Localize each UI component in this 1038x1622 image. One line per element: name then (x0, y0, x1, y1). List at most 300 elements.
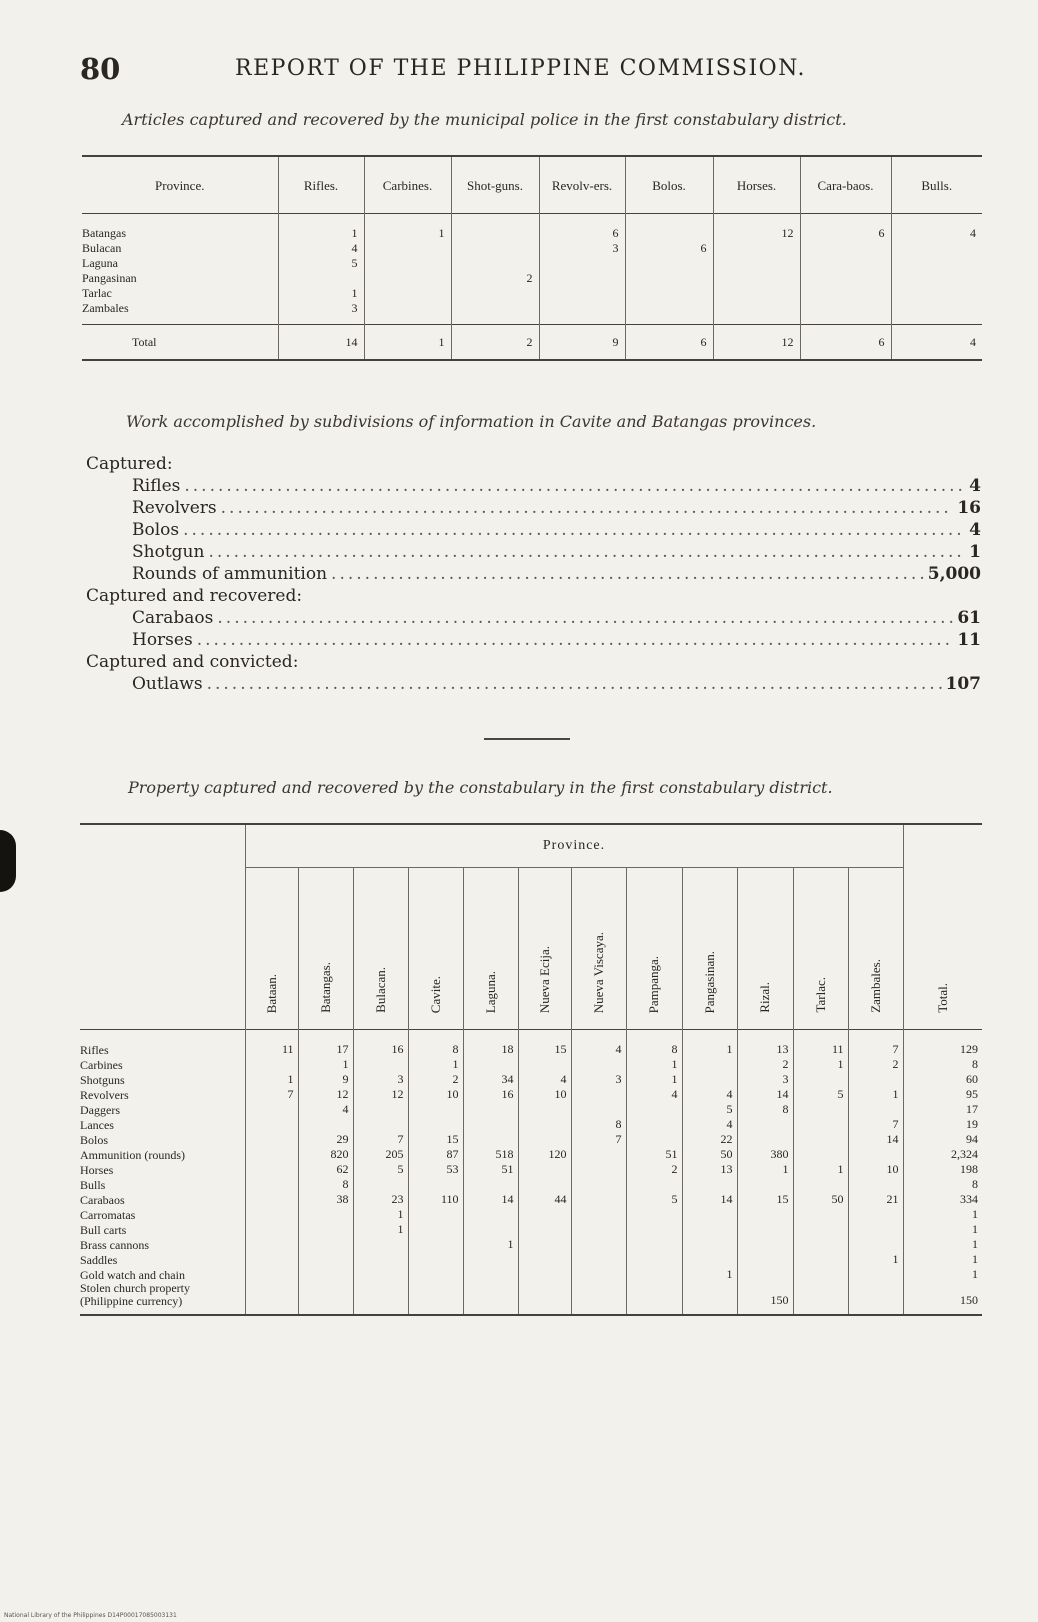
table-cell (713, 241, 800, 256)
leader-dots (184, 475, 965, 497)
row-label: Horses (80, 1163, 114, 1177)
table-cell (626, 1282, 682, 1315)
row-label: Carbines (80, 1058, 123, 1072)
table-cell (463, 1102, 518, 1117)
list-item (86, 519, 981, 541)
list-item (86, 607, 981, 629)
table-cell (463, 1177, 518, 1192)
table-cell (793, 1117, 848, 1132)
table-cell: 87 (408, 1147, 463, 1162)
list-item (86, 651, 981, 673)
table-cell: 18 (463, 1030, 518, 1058)
running-title: REPORT OF THE PHILIPPINE COMMISSION. (235, 56, 807, 81)
column-header: Bolos. (625, 156, 713, 214)
table-cell (518, 1102, 571, 1117)
total-cell: 6 (625, 325, 713, 361)
province-column-header (793, 868, 848, 1030)
row-label: Laguna (82, 256, 118, 270)
table-cell (518, 1132, 571, 1147)
table-cell: 14 (463, 1192, 518, 1207)
table-cell (408, 1252, 463, 1267)
table-row (82, 256, 982, 271)
province-column-header (518, 868, 571, 1030)
table-cell (364, 286, 451, 301)
table-cell: 4 (891, 214, 982, 242)
table-cell: 8 (298, 1177, 353, 1192)
table-cell: 2 (848, 1057, 903, 1072)
table-cell (518, 1177, 571, 1192)
table-cell (793, 1147, 848, 1162)
section-divider (484, 738, 570, 740)
scan-edge-mark (0, 830, 16, 892)
table-cell (298, 1237, 353, 1252)
table-cell: 12 (298, 1087, 353, 1102)
table-cell (571, 1252, 626, 1267)
table-cell (518, 1057, 571, 1072)
table-cell (793, 1237, 848, 1252)
row-total: 17 (903, 1102, 982, 1117)
list-item (86, 453, 981, 475)
table-cell: 15 (408, 1132, 463, 1147)
province-column-header (571, 868, 626, 1030)
table-cell: 3 (737, 1072, 793, 1087)
table-cell: 7 (353, 1132, 408, 1147)
item-value: 4 (969, 520, 981, 540)
table-cell (848, 1102, 903, 1117)
table-cell: 5 (626, 1192, 682, 1207)
table-cell: 13 (737, 1030, 793, 1058)
table1-caption: Articles captured and recovered by the municipal police in the first constabulary district. (122, 110, 847, 129)
row-label: Pangasinan (82, 271, 137, 285)
table-cell (408, 1237, 463, 1252)
item-label: Rounds of ammunition (132, 564, 328, 584)
list-item (86, 541, 981, 563)
table-cell: 62 (298, 1162, 353, 1177)
row-total: 94 (903, 1132, 982, 1147)
table-cell: 8 (737, 1102, 793, 1117)
table-cell (451, 241, 539, 256)
table-cell (539, 286, 625, 301)
table-cell: 8 (571, 1117, 626, 1132)
table-cell: 7 (848, 1117, 903, 1132)
table-cell (848, 1222, 903, 1237)
table-cell (451, 214, 539, 242)
table-cell (626, 1102, 682, 1117)
item-label: Captured and recovered: (86, 586, 303, 606)
table-cell (682, 1282, 737, 1315)
item-label: Revolvers (132, 498, 217, 518)
province-name: Bataan. (263, 973, 279, 1013)
table-row (82, 271, 982, 286)
table-cell (353, 1057, 408, 1072)
total-cell: 4 (891, 325, 982, 361)
table-cell: 5 (353, 1162, 408, 1177)
table-cell (518, 1222, 571, 1237)
table-cell (891, 286, 982, 301)
table-cell (451, 256, 539, 271)
work-accomplished-list (86, 453, 981, 695)
item-label: Captured and convicted: (86, 652, 299, 672)
table-row (80, 1252, 982, 1267)
table-cell (682, 1177, 737, 1192)
row-total: 198 (903, 1162, 982, 1177)
table-cell (793, 1207, 848, 1222)
table-cell (245, 1147, 298, 1162)
table-cell: 110 (408, 1192, 463, 1207)
table-row (82, 286, 982, 301)
table-cell: 1 (682, 1030, 737, 1058)
leader-dots (331, 563, 924, 585)
table-cell (793, 1177, 848, 1192)
table-cell (408, 1207, 463, 1222)
table-cell: 820 (298, 1147, 353, 1162)
table-cell (571, 1147, 626, 1162)
table-cell (625, 301, 713, 325)
leader-dots (208, 541, 965, 563)
table-row (80, 1237, 982, 1252)
table-cell (848, 1267, 903, 1282)
page-number: 80 (80, 52, 121, 86)
table-cell: 8 (408, 1030, 463, 1058)
table-cell (737, 1132, 793, 1147)
row-total: 2,324 (903, 1147, 982, 1162)
table-cell: 13 (682, 1162, 737, 1177)
item-label: Bolos (132, 520, 180, 540)
province-name: Bulacan. (372, 967, 388, 1013)
table-cell (364, 241, 451, 256)
table-cell: 51 (626, 1147, 682, 1162)
table-cell (245, 1102, 298, 1117)
list-item (86, 475, 981, 497)
table-cell (518, 1162, 571, 1177)
row-label: Bull carts (80, 1223, 127, 1237)
table-cell: 1 (737, 1162, 793, 1177)
table-cell (245, 1177, 298, 1192)
table-row (82, 301, 982, 325)
table-cell (298, 1267, 353, 1282)
table-cell (408, 1102, 463, 1117)
table-cell: 11 (245, 1030, 298, 1058)
table-cell (539, 256, 625, 271)
table-cell: 14 (848, 1132, 903, 1147)
item-label: Carabaos (132, 608, 214, 628)
table-cell (793, 1267, 848, 1282)
row-label: Carabaos (80, 1193, 125, 1207)
table-cell: 1 (793, 1162, 848, 1177)
table-cell: 53 (408, 1162, 463, 1177)
total-cell: 14 (278, 325, 364, 361)
table-cell: 4 (278, 241, 364, 256)
table-cell: 1 (353, 1222, 408, 1237)
table-cell: 8 (626, 1030, 682, 1058)
table-cell (245, 1267, 298, 1282)
row-label: Bulls (80, 1178, 106, 1192)
leader-dots (207, 673, 942, 695)
row-label: Shotguns (80, 1073, 125, 1087)
table-cell: 150 (737, 1282, 793, 1315)
province-column-header (737, 868, 793, 1030)
table-cell (353, 1267, 408, 1282)
table-cell (737, 1237, 793, 1252)
row-total: 1 (903, 1237, 982, 1252)
province-name: Cavite. (427, 975, 443, 1013)
table-cell (245, 1117, 298, 1132)
scan-credit: National Library of the Philippines D14P00017085003131 (4, 1612, 177, 1619)
table-cell: 4 (682, 1117, 737, 1132)
row-label: Total (132, 334, 157, 349)
table-cell: 10 (408, 1087, 463, 1102)
table-cell (682, 1072, 737, 1087)
table-cell (364, 256, 451, 271)
column-header: Carbines. (364, 156, 451, 214)
table-cell (353, 1282, 408, 1315)
table-cell (245, 1192, 298, 1207)
row-total: 1 (903, 1207, 982, 1222)
table-cell: 1 (278, 214, 364, 242)
table-cell: 7 (848, 1030, 903, 1058)
table-row (80, 1162, 982, 1177)
table-cell (737, 1207, 793, 1222)
table-cell: 3 (539, 241, 625, 256)
table-cell (626, 1132, 682, 1147)
table-cell: 15 (737, 1192, 793, 1207)
table-cell (737, 1117, 793, 1132)
leader-dots (217, 607, 953, 629)
constabulary-property-table (80, 823, 982, 1316)
table-cell: 205 (353, 1147, 408, 1162)
table-row (82, 214, 982, 242)
table-cell: 11 (793, 1030, 848, 1058)
table-cell (800, 241, 891, 256)
row-total: 1 (903, 1222, 982, 1237)
column-header: Province. (155, 177, 205, 193)
table-cell (463, 1207, 518, 1222)
row-label: Rifles (80, 1043, 109, 1057)
table-cell (625, 256, 713, 271)
table-cell (463, 1222, 518, 1237)
table-cell: 1 (793, 1057, 848, 1072)
total-cell: 1 (364, 325, 451, 361)
table-cell (298, 1222, 353, 1237)
table-cell: 7 (245, 1087, 298, 1102)
table-cell (364, 301, 451, 325)
table-cell: 3 (278, 301, 364, 325)
list-item (86, 673, 981, 695)
table-cell (571, 1177, 626, 1192)
table-cell (245, 1222, 298, 1237)
table-cell: 5 (278, 256, 364, 271)
table-cell (463, 1282, 518, 1315)
table-cell (571, 1282, 626, 1315)
table-cell: 50 (682, 1147, 737, 1162)
total-column-header: Total. (903, 824, 982, 1030)
column-header: Shot-guns. (451, 156, 539, 214)
table-cell: 2 (408, 1072, 463, 1087)
column-header: Cara-baos. (800, 156, 891, 214)
table-cell (571, 1192, 626, 1207)
province-name: Laguna. (482, 970, 498, 1013)
table-cell: 6 (539, 214, 625, 242)
row-total: 150 (903, 1282, 982, 1315)
column-header: Revolv-ers. (539, 156, 625, 214)
total-cell: 12 (713, 325, 800, 361)
table-cell (626, 1252, 682, 1267)
table-row (80, 1102, 982, 1117)
table-cell (353, 1252, 408, 1267)
table-cell (571, 1222, 626, 1237)
table-cell: 16 (463, 1087, 518, 1102)
table-row (80, 1177, 982, 1192)
row-label: Bolos (80, 1133, 109, 1147)
table-cell (793, 1102, 848, 1117)
table-row (82, 241, 982, 256)
table-cell (848, 1282, 903, 1315)
table-cell (713, 256, 800, 271)
row-label: Tarlac (82, 286, 112, 300)
row-total: 1 (903, 1252, 982, 1267)
table-cell: 1 (278, 286, 364, 301)
table-cell: 6 (800, 214, 891, 242)
row-label: Bulacan (82, 241, 122, 255)
table-cell: 5 (793, 1087, 848, 1102)
table-cell: 34 (463, 1072, 518, 1087)
table-cell: 29 (298, 1132, 353, 1147)
province-group-header: Province. (245, 824, 903, 868)
province-column-header (626, 868, 682, 1030)
table-cell: 1 (298, 1057, 353, 1072)
table-cell: 5 (682, 1102, 737, 1117)
table-cell (737, 1267, 793, 1282)
table-cell (571, 1207, 626, 1222)
table-cell (848, 1237, 903, 1252)
row-label: Gold watch and chain (80, 1268, 185, 1282)
table-cell (891, 241, 982, 256)
leader-dots (183, 519, 965, 541)
row-label: Lances (80, 1118, 114, 1132)
table-cell (682, 1237, 737, 1252)
province-name: Nueva Ecija. (536, 945, 552, 1013)
table-cell (571, 1162, 626, 1177)
table-row (80, 1222, 982, 1237)
table-cell (353, 1177, 408, 1192)
table-cell (353, 1117, 408, 1132)
table-cell: 1 (682, 1267, 737, 1282)
row-label: Revolvers (80, 1088, 129, 1102)
table-cell: 1 (353, 1207, 408, 1222)
table-row (80, 1192, 982, 1207)
column-header: Horses. (713, 156, 800, 214)
table-cell: 14 (682, 1192, 737, 1207)
province-column-header (298, 868, 353, 1030)
table-cell: 3 (571, 1072, 626, 1087)
total-row (82, 325, 982, 361)
table-cell: 50 (793, 1192, 848, 1207)
row-label: Stolen church property (Philippine currency) (80, 1281, 190, 1308)
item-value: 16 (957, 498, 981, 518)
table-cell: 518 (463, 1147, 518, 1162)
table-cell (625, 271, 713, 286)
table-row (80, 1132, 982, 1147)
table-cell (737, 1177, 793, 1192)
list-item (86, 497, 981, 519)
item-value: 1 (969, 542, 981, 562)
item-label: Horses (132, 630, 193, 650)
table-cell: 380 (737, 1147, 793, 1162)
table-cell (518, 1267, 571, 1282)
table-cell: 1 (848, 1252, 903, 1267)
table-row (80, 1117, 982, 1132)
table-cell (571, 1057, 626, 1072)
table-cell: 1 (364, 214, 451, 242)
table-cell (625, 214, 713, 242)
table-cell (626, 1177, 682, 1192)
table-row (80, 1072, 982, 1087)
table-cell: 7 (571, 1132, 626, 1147)
leader-dots (197, 629, 954, 651)
leader-dots (221, 497, 954, 519)
table-cell: 2 (626, 1162, 682, 1177)
table-cell (848, 1147, 903, 1162)
table-cell: 44 (518, 1192, 571, 1207)
column-header: Rifles. (278, 156, 364, 214)
table-cell (793, 1222, 848, 1237)
table-cell (463, 1132, 518, 1147)
province-name: Tarlac. (812, 977, 828, 1013)
table-cell: 4 (298, 1102, 353, 1117)
item-value: 61 (957, 608, 981, 628)
table-cell (891, 271, 982, 286)
row-total: 60 (903, 1072, 982, 1087)
table-cell (571, 1102, 626, 1117)
item-label: Outlaws (132, 674, 203, 694)
table-cell (408, 1117, 463, 1132)
table-cell (713, 271, 800, 286)
table-cell (793, 1132, 848, 1147)
row-label: Ammunition (rounds) (80, 1148, 185, 1162)
item-value: 107 (945, 674, 981, 694)
table-cell (682, 1252, 737, 1267)
table-row (80, 1207, 982, 1222)
province-name: Nueva Viscaya. (590, 931, 606, 1013)
province-column-header (682, 868, 737, 1030)
total-cell: 9 (539, 325, 625, 361)
row-label: Zambales (82, 301, 129, 315)
row-label: Brass cannons (80, 1238, 149, 1252)
table-cell (463, 1267, 518, 1282)
table-row (80, 1057, 982, 1072)
table-cell (408, 1177, 463, 1192)
table-cell (451, 301, 539, 325)
item-label: Shotgun (132, 542, 205, 562)
table-cell (278, 271, 364, 286)
table-cell: 1 (626, 1057, 682, 1072)
row-label: Saddles (80, 1253, 118, 1267)
table-cell: 1 (463, 1237, 518, 1252)
table-cell (793, 1252, 848, 1267)
table-cell: 21 (848, 1192, 903, 1207)
table-cell (298, 1282, 353, 1315)
table-cell: 12 (713, 214, 800, 242)
table-cell (245, 1207, 298, 1222)
table-cell (353, 1102, 408, 1117)
table-cell (245, 1237, 298, 1252)
table-cell (713, 286, 800, 301)
table-row (80, 1030, 982, 1058)
table-cell: 4 (518, 1072, 571, 1087)
table-cell (298, 1207, 353, 1222)
table-row (80, 1282, 982, 1315)
province-column-header (848, 868, 903, 1030)
